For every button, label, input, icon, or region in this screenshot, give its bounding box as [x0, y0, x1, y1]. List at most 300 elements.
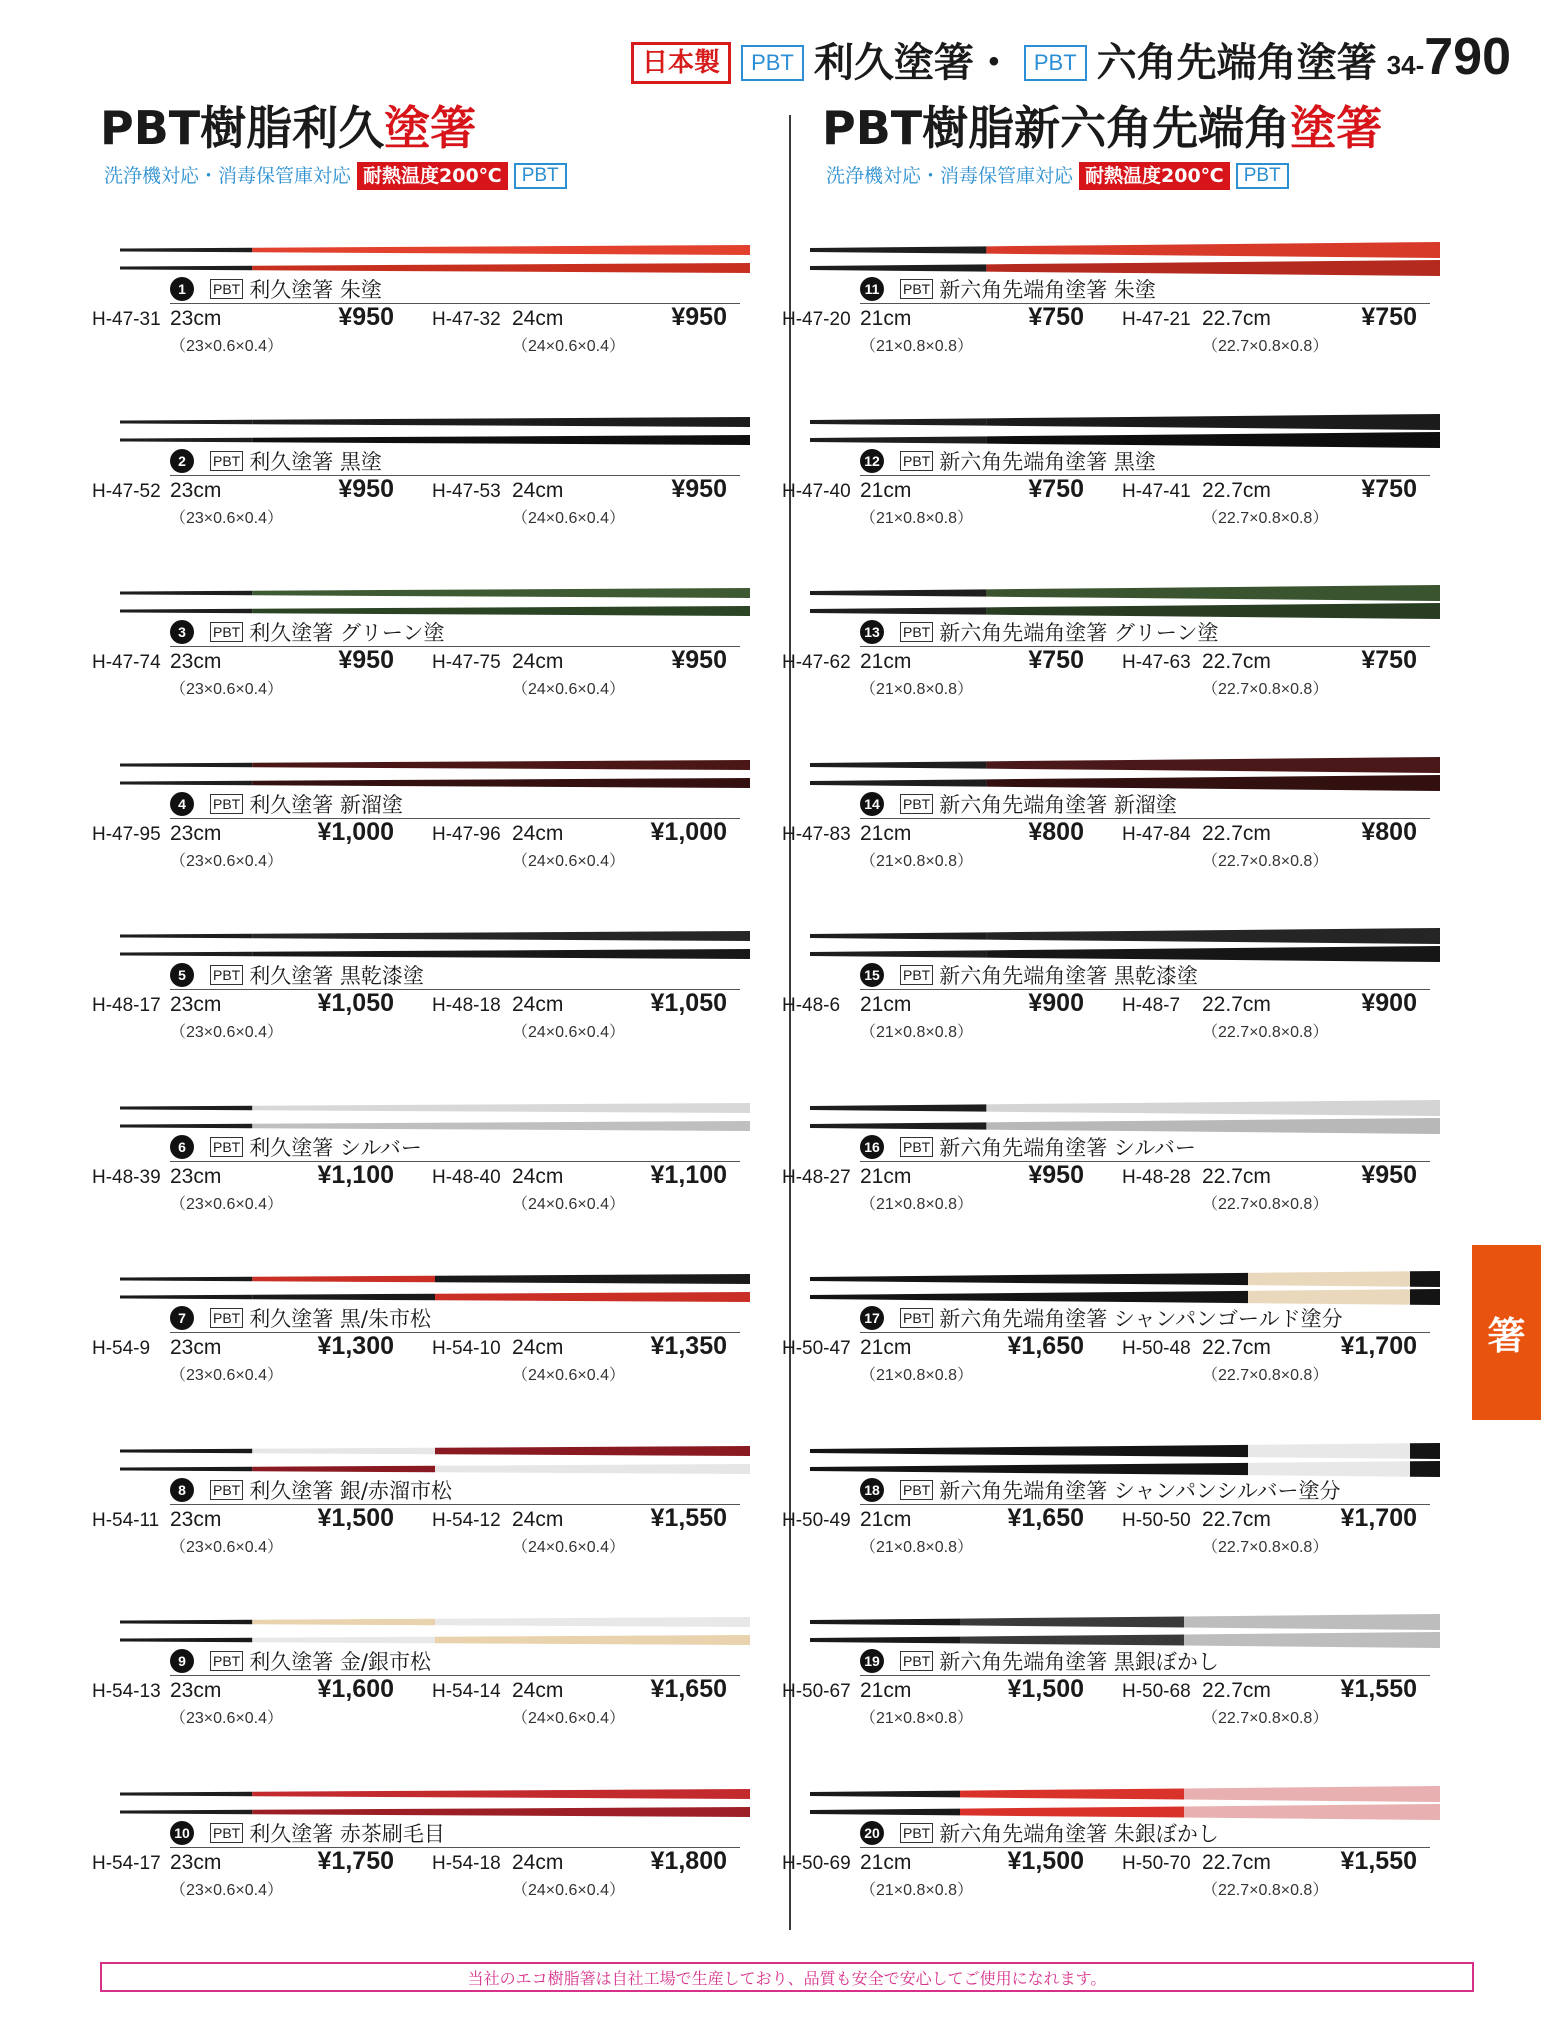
product-name: 新六角先端角塗箸 黒乾漆塗 [939, 964, 1198, 988]
product-name-row [860, 275, 1430, 304]
product-code: H-47-96 [432, 823, 501, 845]
product-item[interactable] [92, 1769, 760, 1939]
product-length: 23cm [170, 821, 222, 845]
product-code: H-50-67 [782, 1681, 851, 1702]
page-header [631, 27, 1511, 88]
product-item[interactable] [92, 911, 760, 1081]
product-name: 新六角先端角塗箸 黒銀ぼかし [939, 1650, 1219, 1674]
product-variant[interactable] [1122, 1846, 1417, 1909]
product-item[interactable] [92, 568, 760, 738]
chopstick-segment [986, 585, 1440, 601]
product-variant[interactable] [1122, 1160, 1417, 1223]
product-code: H-48-7 [1122, 995, 1181, 1016]
product-dimensions: （24×0.6×0.4） [512, 1881, 625, 1899]
product-item[interactable] [92, 225, 760, 395]
product-name: 新六角先端角塗箸 シャンパンゴールド塗分 [939, 1307, 1343, 1331]
product-price: ¥1,000 [317, 817, 394, 846]
product-name: 新六角先端角塗箸 黒塗 [939, 449, 1156, 474]
product-variant[interactable] [1122, 989, 1417, 1051]
product-length: 21cm [860, 821, 912, 845]
product-dimensions: （21×0.8×0.8） [860, 852, 973, 870]
product-variant[interactable] [782, 1160, 1084, 1223]
pbt-badge: PBT [1236, 163, 1289, 189]
product-item[interactable] [782, 568, 1450, 738]
product-variant[interactable] [782, 1846, 1084, 1909]
product-name: 新六角先端角塗箸 シャンパンシルバー塗分 [939, 1478, 1341, 1503]
item-number: 4 [170, 792, 194, 816]
product-item[interactable] [782, 740, 1450, 910]
product-dimensions: （23×0.6×0.4） [170, 681, 283, 698]
product-code: H-47-32 [432, 309, 501, 330]
chopstick-segment [252, 949, 750, 959]
chopstick-segment [810, 1462, 1248, 1474]
product-code: H-47-53 [432, 480, 501, 502]
product-length: 21cm [860, 993, 912, 1016]
item-number: 14 [860, 792, 884, 816]
product-variant[interactable] [432, 989, 727, 1051]
product-dimensions: （24×0.6×0.4） [512, 509, 625, 527]
product-variant[interactable] [432, 646, 727, 708]
product-length: 21cm [860, 478, 912, 502]
product-code: H-47-41 [1122, 480, 1191, 502]
product-code: H-50-68 [1122, 1681, 1191, 1702]
item-number: 12 [860, 449, 884, 473]
product-code: H-50-50 [1122, 1509, 1191, 1531]
chopstick-segment [252, 1294, 435, 1301]
product-dimensions: （23×0.6×0.4） [170, 1024, 283, 1041]
product-name: 利久塗箸 新溜塗 [249, 792, 403, 817]
pbt-badge: PBT [741, 45, 804, 81]
product-item[interactable] [782, 1426, 1450, 1596]
chopstick-segment [810, 607, 986, 614]
product-dimensions: （22.7×0.8×0.8） [1202, 681, 1329, 698]
chopstick-segment [120, 1277, 252, 1281]
product-length: 23cm [170, 307, 222, 330]
product-length: 23cm [170, 1679, 222, 1702]
product-length: 23cm [170, 1507, 222, 1531]
chopstick-segment [960, 1806, 1184, 1817]
header-title-2: 六角先端角塗箸 [1096, 40, 1377, 86]
chopstick-segment [1184, 1632, 1440, 1648]
product-code: H-54-12 [432, 1509, 501, 1531]
heat-badge: 耐熱温度200℃ [1079, 162, 1230, 190]
product-item[interactable] [782, 1769, 1450, 1939]
pbt-tag: PBT [210, 622, 243, 642]
product-code: H-50-49 [782, 1509, 851, 1531]
chopstick-segment [120, 762, 252, 766]
chopstick-segment [252, 435, 750, 445]
product-dimensions: （22.7×0.8×0.8） [1202, 1881, 1329, 1899]
product-price: ¥1,700 [1340, 1332, 1417, 1360]
product-code: H-47-95 [92, 823, 161, 845]
product-code: H-47-31 [92, 309, 161, 330]
product-name-row [170, 1647, 740, 1676]
product-variant[interactable] [782, 303, 1084, 365]
item-number: 10 [170, 1821, 194, 1845]
product-dimensions: （21×0.8×0.8） [860, 1881, 973, 1899]
chopstick-segment [120, 266, 252, 270]
chopstick-segment [1184, 1614, 1440, 1630]
chopstick-segment [252, 1789, 750, 1799]
product-length: 22.7cm [1202, 993, 1271, 1016]
heat-badge: 耐熱温度200℃ [357, 162, 508, 190]
product-length: 21cm [860, 1679, 912, 1702]
product-dimensions: （21×0.8×0.8） [860, 1710, 973, 1727]
chopstick-segment [252, 1637, 435, 1644]
product-name: 利久塗箸 グリーン塗 [249, 621, 445, 645]
product-variant[interactable] [782, 1503, 1084, 1566]
product-dimensions: （24×0.6×0.4） [512, 1024, 625, 1041]
chopstick-segment [810, 1808, 960, 1815]
product-variant[interactable] [1122, 817, 1417, 880]
chopstick-segment [810, 1444, 1248, 1456]
product-code: H-47-63 [1122, 652, 1191, 673]
product-length: 24cm [512, 1507, 564, 1531]
made-in-japan-badge: 日本製 [631, 42, 731, 84]
product-dimensions: （23×0.6×0.4） [170, 1710, 283, 1727]
product-name-row [170, 1476, 740, 1505]
product-length: 22.7cm [1202, 478, 1271, 502]
item-number: 15 [860, 963, 884, 987]
product-variant[interactable] [1122, 646, 1417, 708]
pbt-tag: PBT [900, 1137, 933, 1157]
product-variant[interactable] [92, 646, 394, 708]
pbt-tag: PBT [900, 1308, 933, 1328]
product-item[interactable] [782, 1597, 1450, 1767]
right-section-subtitle: 洗浄機対応・消毒保管庫対応 耐熱温度200℃ PBT [826, 162, 1289, 190]
product-length: 24cm [512, 478, 564, 502]
chopstick-segment [960, 1788, 1184, 1799]
product-dimensions: （23×0.6×0.4） [170, 1881, 283, 1899]
chopstick-segment [252, 588, 750, 598]
product-variant[interactable] [92, 1846, 394, 1909]
product-dimensions: （24×0.6×0.4） [512, 1195, 625, 1213]
product-item[interactable] [92, 1083, 760, 1253]
product-code: H-50-47 [782, 1338, 851, 1359]
pbt-tag: PBT [210, 794, 243, 814]
product-code: H-47-75 [432, 652, 501, 673]
item-number: 11 [860, 277, 884, 301]
product-length: 21cm [860, 650, 912, 673]
product-item[interactable] [782, 397, 1450, 567]
chopstick-segment [252, 1807, 750, 1817]
chopstick-segment [252, 1276, 435, 1283]
pbt-tag: PBT [210, 451, 243, 471]
chopstick-segment [810, 1104, 986, 1111]
chopstick-segment [120, 437, 252, 441]
item-number: 20 [860, 1821, 884, 1845]
product-name-row [860, 1476, 1430, 1505]
product-price: ¥950 [338, 303, 394, 331]
product-variant[interactable] [92, 817, 394, 880]
chopstick-segment [120, 1638, 252, 1642]
product-item[interactable] [92, 740, 760, 910]
right-section-title: PBT樹脂新六角先端角塗箸 [822, 101, 1383, 155]
product-price: ¥900 [1361, 989, 1417, 1017]
pbt-tag: PBT [210, 1651, 243, 1671]
chopstick-segment [435, 1464, 750, 1474]
product-dimensions: （21×0.8×0.8） [860, 509, 973, 527]
item-number: 19 [860, 1649, 884, 1673]
chopstick-segment [120, 609, 252, 613]
product-name-row [860, 1819, 1430, 1848]
product-length: 22.7cm [1202, 1164, 1271, 1188]
product-item[interactable] [92, 397, 760, 567]
product-variant[interactable] [782, 646, 1084, 708]
chopstick-segment [252, 417, 750, 427]
pbt-tag: PBT [210, 1308, 243, 1328]
product-variant[interactable] [432, 817, 727, 880]
product-variant[interactable] [782, 1332, 1084, 1394]
product-variant[interactable] [1122, 303, 1417, 365]
product-dimensions: （23×0.6×0.4） [170, 1538, 283, 1556]
chopstick-segment [810, 1637, 960, 1644]
chopstick-segment [252, 1465, 435, 1472]
product-variant[interactable] [92, 1503, 394, 1566]
product-dimensions: （22.7×0.8×0.8） [1202, 1367, 1329, 1384]
item-number: 6 [170, 1135, 194, 1159]
product-name-row [170, 790, 740, 819]
chopstick-segment [435, 1635, 750, 1645]
product-variant[interactable] [92, 303, 394, 365]
product-variant[interactable] [92, 989, 394, 1051]
product-code: H-48-40 [432, 1166, 501, 1188]
chopstick-segment [252, 263, 750, 273]
product-dimensions: （24×0.6×0.4） [512, 338, 625, 355]
product-price: ¥1,550 [650, 1503, 727, 1532]
product-code: H-50-48 [1122, 1338, 1191, 1359]
chopstick-segment [810, 1790, 960, 1797]
product-variant[interactable] [92, 474, 394, 537]
product-name-row [170, 618, 740, 647]
product-price: ¥1,300 [317, 1332, 394, 1360]
product-price: ¥1,000 [650, 817, 727, 846]
product-item[interactable] [782, 1254, 1450, 1424]
product-length: 24cm [512, 1850, 564, 1874]
product-price: ¥1,050 [650, 989, 727, 1017]
chopstick-segment [252, 606, 750, 616]
chopstick-segment [120, 934, 252, 938]
product-price: ¥950 [671, 646, 727, 674]
product-dimensions: （23×0.6×0.4） [170, 852, 283, 870]
product-price: ¥1,500 [1007, 1675, 1084, 1703]
product-code: H-47-52 [92, 480, 161, 502]
product-variant[interactable] [432, 303, 727, 365]
product-name: 利久塗箸 黒乾漆塗 [249, 964, 424, 988]
product-variant[interactable] [432, 1503, 727, 1566]
product-length: 23cm [170, 478, 222, 502]
chopstick-segment [810, 1273, 1248, 1285]
product-variant[interactable] [432, 474, 727, 537]
item-number: 9 [170, 1649, 194, 1673]
product-name: 新六角先端角塗箸 グリーン塗 [939, 621, 1219, 645]
product-dimensions: （21×0.8×0.8） [860, 1024, 973, 1041]
product-code: H-54-10 [432, 1338, 501, 1359]
product-length: 21cm [860, 1164, 912, 1188]
chopstick-segment [120, 1809, 252, 1813]
chopstick-segment [986, 242, 1440, 258]
chopstick-segment [810, 1619, 960, 1626]
product-dimensions: （22.7×0.8×0.8） [1202, 1538, 1329, 1556]
chopstick-segment [810, 246, 986, 253]
product-item[interactable] [782, 911, 1450, 1081]
pbt-tag: PBT [210, 1823, 243, 1843]
product-variant[interactable] [1122, 1332, 1417, 1394]
product-name-row [170, 1819, 740, 1848]
chopstick-segment [435, 1292, 750, 1302]
product-price: ¥750 [1028, 474, 1084, 503]
product-code: H-47-62 [782, 652, 851, 673]
product-dimensions: （23×0.6×0.4） [170, 509, 283, 527]
product-dimensions: （24×0.6×0.4） [512, 1367, 625, 1384]
product-variant[interactable] [1122, 1675, 1417, 1737]
product-code: H-47-40 [782, 480, 851, 502]
product-variant[interactable] [782, 989, 1084, 1051]
product-item[interactable] [782, 225, 1450, 395]
pbt-tag: PBT [210, 965, 243, 985]
product-name: 利久塗箸 黒/朱市松 [249, 1307, 431, 1331]
chopstick-segment [435, 1274, 750, 1284]
chopstick-segment [120, 1620, 252, 1624]
product-price: ¥1,100 [317, 1160, 394, 1189]
chopstick-segment [1410, 1461, 1440, 1477]
chopstick-segment [435, 1617, 750, 1627]
product-name-row [860, 961, 1430, 990]
product-code: H-54-14 [432, 1681, 501, 1702]
product-price: ¥1,650 [1007, 1332, 1084, 1360]
pbt-tag: PBT [900, 279, 933, 299]
product-name-row [860, 618, 1430, 647]
item-number: 5 [170, 963, 194, 987]
product-variant[interactable] [1122, 474, 1417, 537]
product-variant[interactable] [432, 1332, 727, 1394]
product-dimensions: （21×0.8×0.8） [860, 1195, 973, 1213]
product-length: 21cm [860, 1507, 912, 1531]
product-item[interactable] [92, 1254, 760, 1424]
product-variant[interactable] [92, 1675, 394, 1737]
product-dimensions: （21×0.8×0.8） [860, 338, 973, 355]
chopstick-segment [1248, 1271, 1410, 1286]
left-section-title: PBT樹脂利久塗箸 [100, 101, 477, 155]
product-length: 24cm [512, 993, 564, 1016]
product-price: ¥1,050 [317, 989, 394, 1017]
chopstick-segment [252, 245, 750, 255]
pbt-tag: PBT [900, 622, 933, 642]
pbt-tag: PBT [900, 1651, 933, 1671]
chopstick-segment [120, 780, 252, 784]
chopstick-segment [810, 436, 986, 443]
product-price: ¥750 [1028, 303, 1084, 331]
product-variant[interactable] [782, 474, 1084, 537]
chopstick-segment [1248, 1443, 1410, 1458]
product-length: 23cm [170, 993, 222, 1016]
product-item[interactable] [92, 1426, 760, 1596]
pbt-badge: PBT [1024, 45, 1087, 81]
pbt-badge: PBT [514, 163, 567, 189]
product-price: ¥1,650 [650, 1675, 727, 1703]
product-name: 利久塗箸 シルバー [249, 1135, 422, 1160]
product-code: H-50-69 [782, 1852, 851, 1874]
item-number: 7 [170, 1306, 194, 1330]
product-code: H-48-6 [782, 995, 841, 1016]
product-length: 22.7cm [1202, 1850, 1271, 1874]
product-price: ¥950 [671, 303, 727, 331]
product-length: 21cm [860, 1336, 912, 1359]
product-length: 21cm [860, 307, 912, 330]
product-variant[interactable] [92, 1160, 394, 1223]
chopstick-segment [810, 589, 986, 596]
product-code: H-47-84 [1122, 823, 1191, 845]
chopstick-segment [1410, 1443, 1440, 1459]
product-name: 新六角先端角塗箸 朱塗 [939, 278, 1156, 302]
product-dimensions: （22.7×0.8×0.8） [1202, 509, 1329, 527]
product-item[interactable] [782, 1083, 1450, 1253]
item-number: 17 [860, 1306, 884, 1330]
chopstick-segment [120, 1466, 252, 1470]
product-length: 24cm [512, 1336, 564, 1359]
product-price: ¥1,650 [1007, 1503, 1084, 1532]
chopstick-segment [120, 419, 252, 423]
product-length: 22.7cm [1202, 821, 1271, 845]
page-number: 34-790 [1386, 27, 1511, 86]
product-price: ¥950 [338, 646, 394, 674]
product-code: H-48-18 [432, 995, 501, 1016]
product-price: ¥1,700 [1340, 1503, 1417, 1532]
product-dimensions: （24×0.6×0.4） [512, 681, 625, 698]
product-code: H-48-28 [1122, 1166, 1191, 1188]
product-dimensions: （23×0.6×0.4） [170, 338, 283, 355]
pbt-tag: PBT [210, 1480, 243, 1500]
pbt-tag: PBT [210, 279, 243, 299]
product-dimensions: （22.7×0.8×0.8） [1202, 1710, 1329, 1727]
product-price: ¥950 [1028, 1160, 1084, 1189]
product-price: ¥750 [1361, 646, 1417, 674]
chopstick-segment [960, 1634, 1184, 1645]
product-code: H-47-74 [92, 652, 161, 673]
product-variant[interactable] [782, 817, 1084, 880]
product-price: ¥750 [1361, 474, 1417, 503]
chopstick-segment [120, 248, 252, 252]
chopstick-segment [252, 1103, 750, 1113]
product-dimensions: （22.7×0.8×0.8） [1202, 1195, 1329, 1213]
product-name-row [170, 1133, 740, 1162]
pbt-tag: PBT [900, 1480, 933, 1500]
product-dimensions: （24×0.6×0.4） [512, 1538, 625, 1556]
product-dimensions: （21×0.8×0.8） [860, 1538, 973, 1556]
product-length: 22.7cm [1202, 1336, 1271, 1359]
item-number: 1 [170, 277, 194, 301]
product-variant[interactable] [92, 1332, 394, 1394]
product-variant[interactable] [432, 1675, 727, 1737]
product-dimensions: （23×0.6×0.4） [170, 1195, 283, 1213]
product-name: 利久塗箸 朱塗 [249, 278, 382, 302]
product-name-row [170, 275, 740, 304]
category-tab[interactable]: 箸 [1472, 1245, 1541, 1420]
product-price: ¥1,800 [650, 1846, 727, 1875]
product-dimensions: （22.7×0.8×0.8） [1202, 852, 1329, 870]
product-variant[interactable] [432, 1846, 727, 1909]
product-variant[interactable] [782, 1675, 1084, 1737]
chopstick-segment [986, 928, 1440, 944]
product-item[interactable] [92, 1597, 760, 1767]
product-length: 24cm [512, 650, 564, 673]
chopstick-segment [120, 1123, 252, 1127]
product-variant[interactable] [432, 1160, 727, 1223]
product-variant[interactable] [1122, 1503, 1417, 1566]
product-price: ¥950 [671, 474, 727, 503]
chopstick-segment [986, 414, 1440, 430]
chopstick-segment [810, 950, 986, 957]
